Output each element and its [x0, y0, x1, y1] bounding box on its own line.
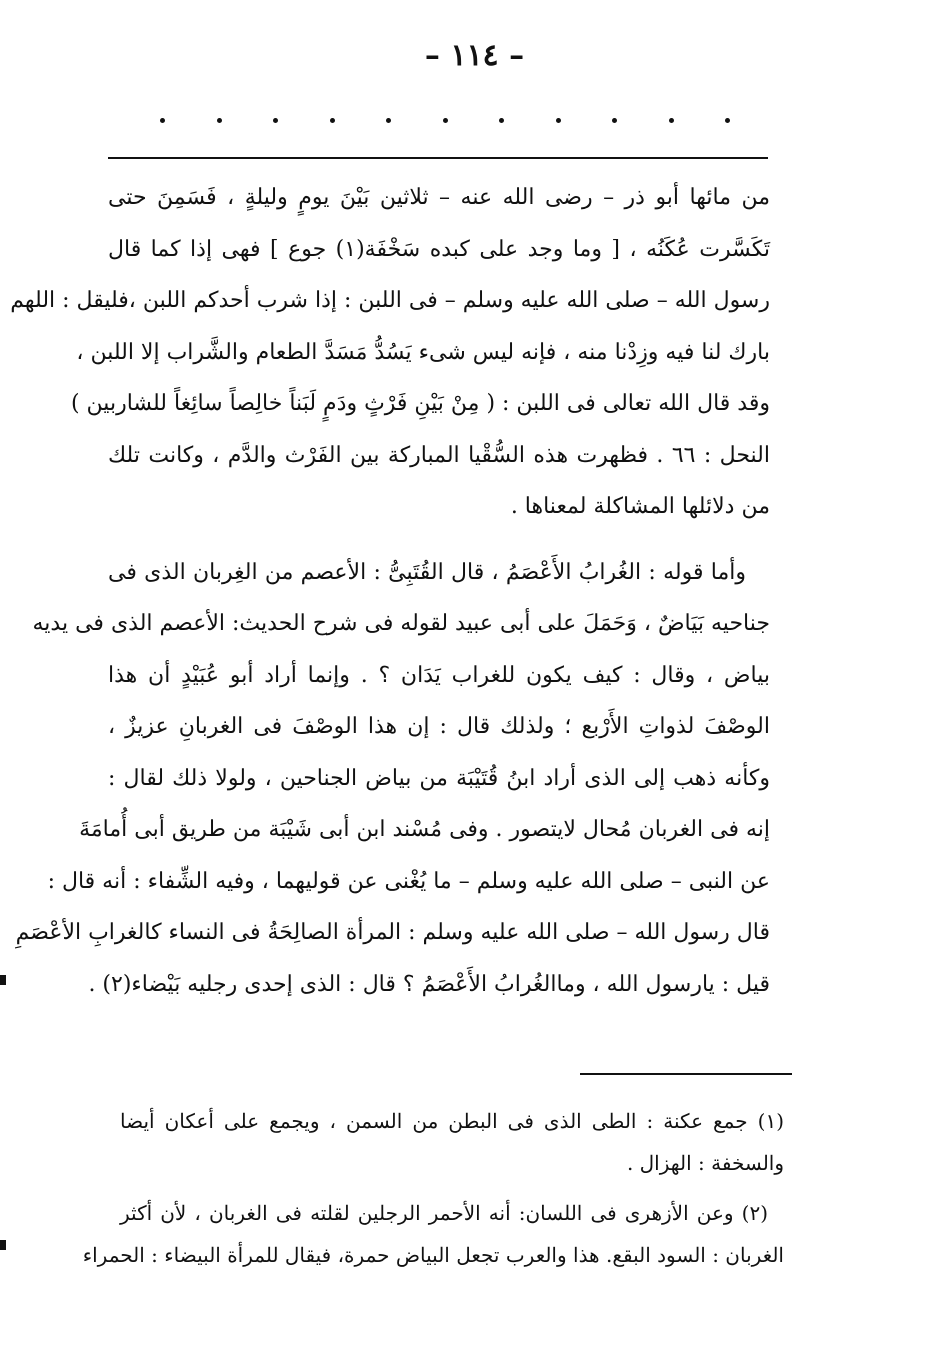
ornament-dot [499, 118, 504, 123]
page-number: – ١١٤ – [424, 38, 525, 73]
main-text [10, 172, 770, 1010]
ornament-dot [217, 118, 222, 123]
text-line: وأما قوله : الغُرابُ الأَعْصَمُ ، قال القُتَبِىُّ : الأعصم من الغِربان الذى فى [108, 559, 746, 585]
text-line: من دلائلها المشاكلة لمعناها . [510, 494, 770, 519]
paragraph-1 [10, 172, 770, 533]
header-rule [108, 157, 768, 159]
text-line: من مائها أبو ذر – رضى الله عنه – ثلاثين بَيْنَ يومٍ وليلةٍ ، فَسَمِنَ حتى [108, 185, 770, 210]
ornament-dot [273, 118, 278, 123]
ornament-dot-row [160, 118, 730, 123]
footnote-line: والسخفة : الهزال . [626, 1151, 784, 1175]
scan-edge-mark [0, 975, 6, 985]
footnote-2 [82, 1192, 784, 1276]
text-line: قيل : يارسول الله ، وماالغُرابُ الأَعْصَمُ ؟ قال : الذى إحدى رجليه بَيْضاء(٢) . [88, 971, 770, 997]
ornament-dot [612, 118, 617, 123]
footnote-1 [120, 1100, 784, 1184]
footnote-line: (١) جمع عكنة : الطى الذى فى البطن من السمن ، ويجمع على أعكان أيضا [120, 1109, 784, 1133]
footnote-line: (٢) وعن الأزهرى فى اللسان: أنه الأحمر الرجلين لقلته فى الغربان ، لأن أكثر [120, 1201, 768, 1225]
footnote-line: الغربان : السود البقع. هذا والعرب تجعل البياض حمرة، فيقال للمرأة البيضاء : الحمراء [82, 1243, 784, 1267]
text-line: وكأنه ذهب إلى الذى أراد ابنُ قُتَيْبَة من بياض الجناحين ، ولولا ذلك لقال : [108, 765, 770, 791]
text-line: النحل : ٦٦ . فظهرت هذه السُّقْيا المباركة بين الفَرْث والدَّم ، وكانت تلك [108, 442, 770, 468]
ornament-dot [556, 118, 561, 123]
text-line: إنه فى الغربان مُحال لايتصور . وفى مُسْند ابن أبى شَيْبَة من طريق أبى أُمامَةَ [79, 817, 770, 842]
paragraph-gap [108, 533, 770, 547]
ornament-dot [725, 118, 730, 123]
ornament-dot [330, 118, 335, 123]
paragraph-2 [15, 547, 770, 1011]
scan-edge-mark [0, 1240, 6, 1250]
footnote-rule [580, 1073, 792, 1075]
text-line: جناحيه بَيَاضٌ ، وَحَمَلَ على أبى عبيد لقوله فى شرح الحديث: الأعصم الذى فى يديه [32, 611, 770, 636]
ornament-dot [443, 118, 448, 123]
text-line: بياض ، وقال : كيف يكون للغراب يَدَان ؟ . وإنما أراد أبو عُبَيْدٍ أن هذا [108, 662, 770, 688]
ornament-dot [386, 118, 391, 123]
text-line: الوصْفَ لذواتِ الأَرْبع ؛ ولذلك قال : إن هذا الوصْفَ فى الغربانِ عزيزٌ ، [108, 714, 770, 739]
text-line: بارك لنا فيه وزِدْنا منه ، فإنه ليس شىء يَسُدُّ مَسَدَّ الطعام والشَّراب إلا اللبن ، [76, 339, 770, 365]
ornament-dot [669, 118, 674, 123]
footnotes [82, 1100, 784, 1276]
text-line: تَكَسَّرت عُكَنُه ، [ وما وجد على كبده سَخْفَة(١) جوع ] فهى إذا كما قال [108, 236, 770, 262]
text-line: رسول الله – صلى الله عليه وسلم – فى اللبن : إذا شرب أحدكم اللبن ،فليقل : اللهم [10, 288, 770, 313]
text-line: عن النبى – صلى الله عليه وسلم – ما يُغْنى عن قوليهما ، وفيه الشِّفاء : أنه قال : [47, 868, 770, 894]
footnote-gap [120, 1184, 784, 1192]
text-line: وقد قال الله تعالى فى اللبن : ( مِنْ بَيْنِ فَرْثٍ ودَمٍ لَبَناً خالِصاً سائِغاً للشاربين ) [70, 391, 770, 416]
text-line: قال رسول الله – صلى الله عليه وسلم : المرأة الصالِحَةُ فى النساء كالغرابِ الأعْصَمِ [15, 920, 770, 945]
ornament-dot [160, 118, 165, 123]
